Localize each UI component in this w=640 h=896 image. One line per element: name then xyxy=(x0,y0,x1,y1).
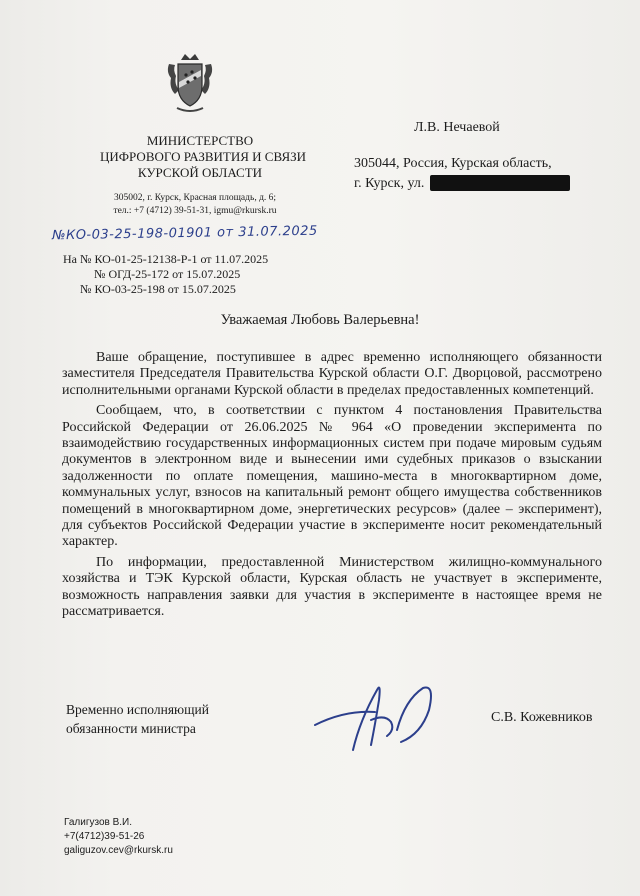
kursk-coat-of-arms-icon xyxy=(165,52,215,116)
ministry-line: КУРСКОЙ ОБЛАСТИ xyxy=(137,165,263,180)
recipient-address-line: г. Курск, ул. xyxy=(354,176,425,191)
signatory-title-line: обязанности министра xyxy=(66,721,196,736)
recipient-address-line: 305044, Россия, Курская область, xyxy=(354,156,552,171)
executor-block xyxy=(64,816,173,858)
body-paragraph: Сообщаем, что, в соответствии с пунктом 4 постановления Правительства Российской Федерации от 26.06.2025 № 964 «О проведении эксперимента по взаимодействию государственных информационных систем при подаче мировым судьям документов в электронном виде и вынесении ими судебных приказов о взыскании задолженности по оплате помещения, машино-места в многоквартирном доме, коммунальных услуг, взносов на капитальный ремонт общего имущества собственников помещений в многоквартирном доме, энергетических ресурсов» (далее – эксперимент), для субъектов Российской Федерации участие в эксперименте носит рекомендательный характер. xyxy=(62,403,602,550)
outgoing-reference-number: №КО-03-25-198-01901 от 31.07.2025 xyxy=(51,223,318,244)
signatory-name: С.В. Кожевников xyxy=(491,710,593,725)
executor-name: Галигузов В.И. xyxy=(64,817,133,828)
signatory-title-line: Временно исполняющий xyxy=(66,702,209,717)
handwritten-signature-icon xyxy=(305,670,445,760)
incoming-ref: На № КО-01-25-12138-Р-1 от 11.07.2025 xyxy=(63,252,269,266)
ministry-name xyxy=(100,133,307,181)
executor-phone: +7(4712)39-51-26 xyxy=(64,831,145,842)
sender-address-line: 305002, г. Курск, Красная площадь, д. 6; xyxy=(113,193,277,203)
ministry-line: МИНИСТЕРСТВО xyxy=(146,133,254,148)
redaction-bar xyxy=(430,175,570,191)
body-paragraph: Ваше обращение, поступившее в адрес временно исполняющего обязанности заместителя Председателя Правительства Курской области О.Г. Дворцовой, рассмотрено исполнительными органами Курской области в пределах предоставленных компетенций. xyxy=(62,350,602,398)
ministry-line: ЦИФРОВОГО РАЗВИТИЯ И СВЯЗИ xyxy=(100,149,307,164)
body-paragraph: По информации, предоставленной Министерством жилищно-коммунального хозяйства и ТЭК Курской области, Курская область не участвует в эксперименте, возможность направления заявки для участия в эксперименте в настоящее время не рассматривается. xyxy=(62,554,602,620)
sender-contacts: тел.: +7 (4712) 39-51-31, igmu@rkursk.ru xyxy=(113,206,277,216)
sender-address xyxy=(70,192,320,218)
signatory-title xyxy=(66,700,209,738)
executor-email: galiguzov.cev@rkursk.ru xyxy=(64,845,173,856)
incoming-ref: № ОГД-25-172 от 15.07.2025 xyxy=(94,267,241,281)
incoming-ref: № КО-03-25-198 от 15.07.2025 xyxy=(80,282,236,296)
greeting: Уважаемая Любовь Валерьевна! xyxy=(220,312,420,328)
recipient-name: Л.В. Нечаевой xyxy=(414,120,500,135)
letter-body xyxy=(62,350,602,625)
